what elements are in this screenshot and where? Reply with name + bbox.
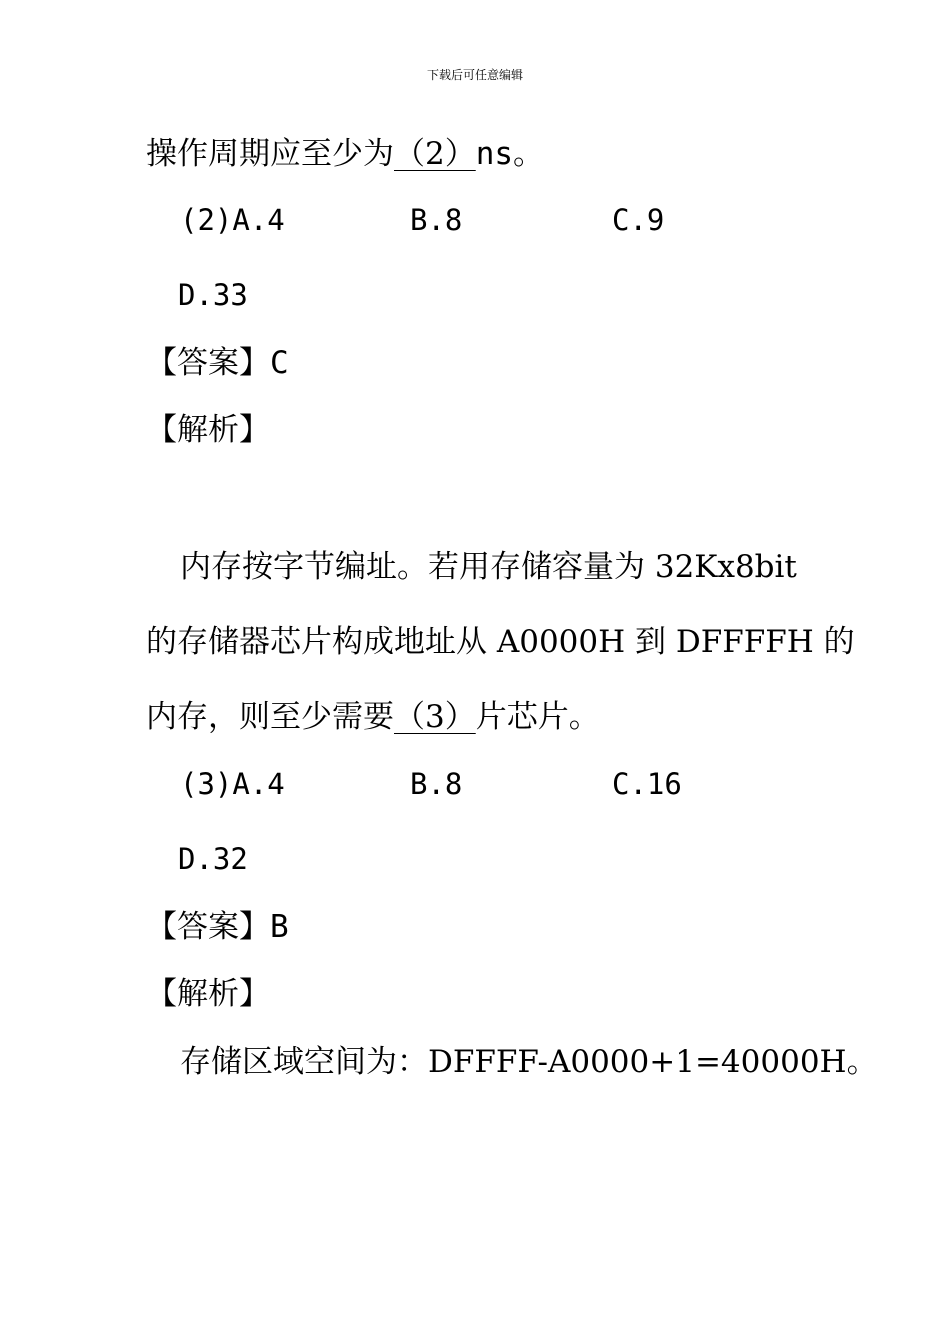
q3-option-a: (3)A.4 [180,767,285,801]
page-header: 下载后可任意编辑 [426,68,523,82]
q2-stem-pre: 操作周期应至少为 [146,136,394,172]
q3-stem-pre: 内存，则至少需要 [146,699,394,735]
q3-blank: （3） [394,699,476,735]
q3-option-b: B.8 [410,767,463,801]
q3-stem-post: 片芯片。 [475,699,600,735]
q3-answer-value: B [270,909,289,945]
q2-analysis-label: 【解析】 [146,412,270,448]
q3-stem-line1: 内存按字节编址。若用存储容量为 32Kx8bit [180,549,797,585]
q2-answer-label: 【答案】 [146,345,270,381]
q3-analysis-label: 【解析】 [146,976,270,1012]
q2-option-b: B.8 [410,203,463,237]
q3-stem-line2: 的存储器芯片构成地址从 A0000H 到 DFFFFH 的 [146,624,855,660]
q2-blank: （2） [394,136,476,172]
q3-answer [146,907,289,947]
q3-analysis-text: 存储区域空间为：DFFFF-A0000+1=40000H。 [180,1044,878,1080]
q3-answer-label: 【答案】 [146,909,270,945]
q2-stem-post: ns。 [475,136,545,172]
q3-option-c: C.16 [612,767,682,801]
q2-stem [146,134,544,174]
q2-option-c: C.9 [612,203,665,237]
q3-option-d: D.32 [178,842,248,876]
q2-option-d: D.33 [178,278,248,312]
q3-stem-line3 [146,697,600,737]
q2-answer-value: C [270,345,289,381]
q2-answer [146,343,289,383]
q2-option-a: (2)A.4 [180,203,285,237]
